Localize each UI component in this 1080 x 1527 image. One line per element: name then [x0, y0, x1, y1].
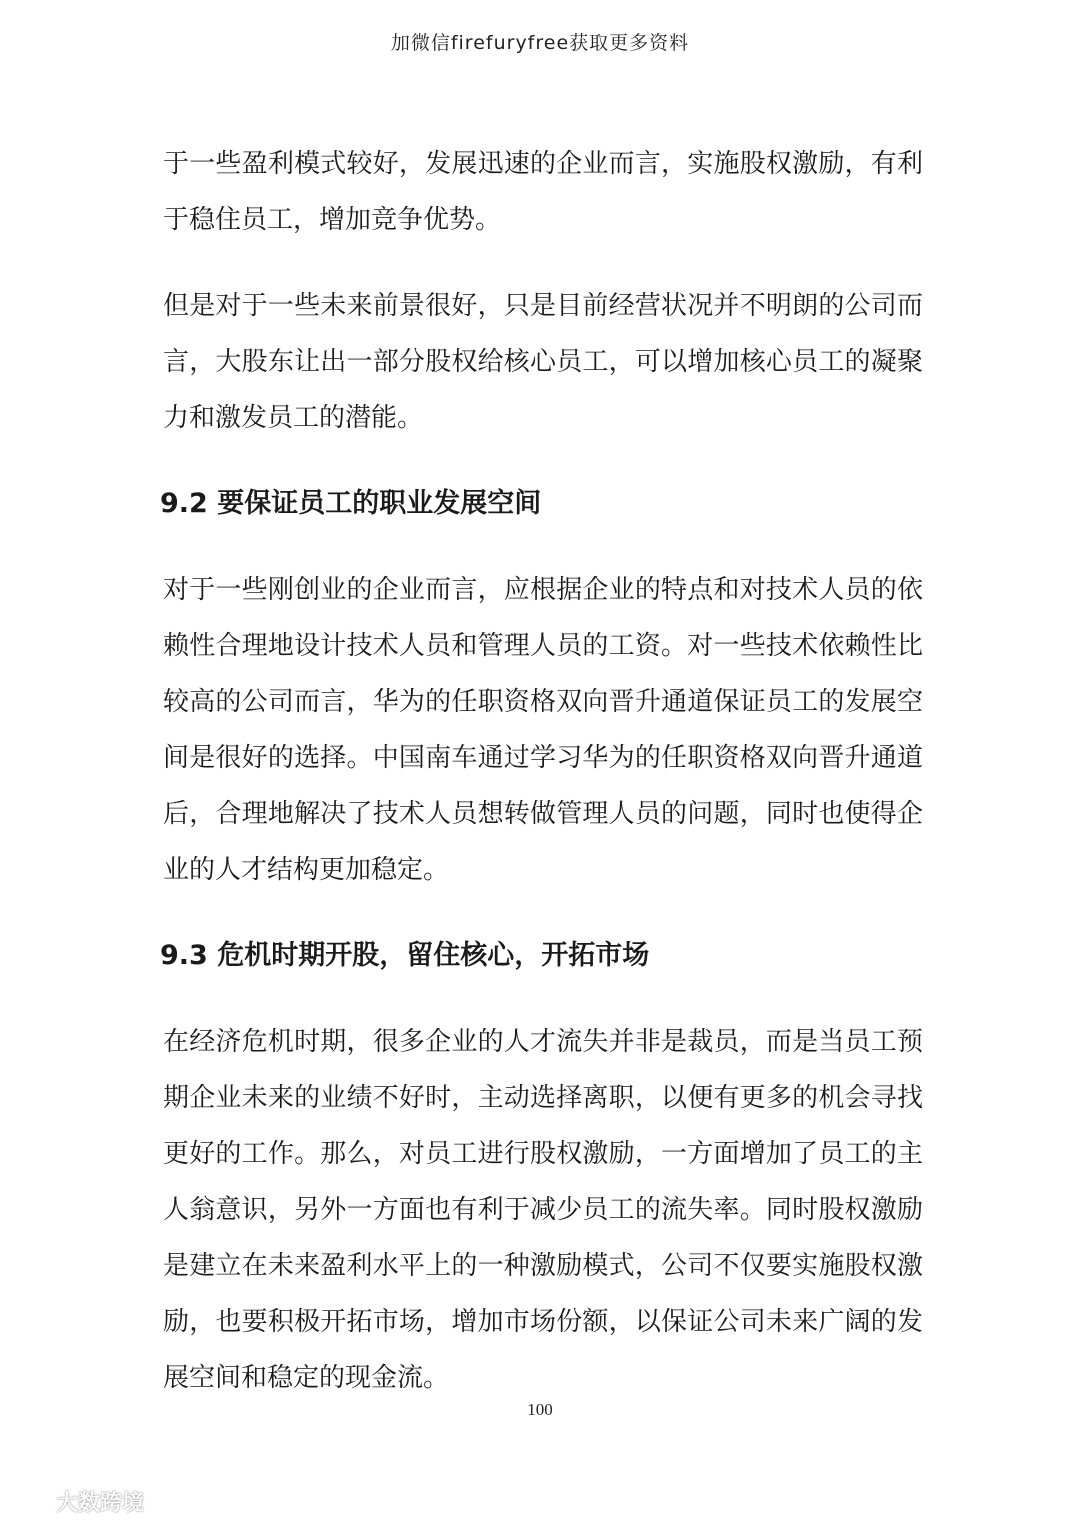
section-heading-9-2: 9.2 要保证员工的职业发展空间 — [160, 488, 542, 519]
brand-logo-icon — [10, 1488, 50, 1516]
page-number: 100 — [527, 1400, 553, 1419]
paragraph-1: 于一些盈利模式较好，发展迅速的企业而言，实施股权激励，有利于稳住员工，增加竞争优势。 — [163, 149, 923, 235]
page-header: 加微信firefuryfree获取更多资料 — [390, 32, 690, 54]
paragraph-2: 但是对于一些未来前景很好，只是目前经营状况并不明朗的公司而言，大股东让出一部分股权给核心员工，可以增加核心员工的凝聚力和激发员工的潜能。 — [163, 291, 923, 433]
paragraph-3: 对于一些刚创业的企业而言，应根据企业的特点和对技术人员的依赖性合理地设计技术人员和管理人员的工资。对一些技术依赖性比较高的公司而言，华为的任职资格双向晋升通道保证员工的发展空间是很好的选择。中国南车通过学习华为的任职资格双向晋升通道后，合理地解决了技术人员想转做管理人员的问题，同时也使得企业的人才结构更加稳定。 — [163, 575, 923, 885]
watermark-text: 大数跨境 — [56, 1491, 145, 1516]
watermark — [10, 1486, 144, 1517]
paragraph-4: 在经济危机时期，很多企业的人才流失并非是裁员，而是当员工预期企业未来的业绩不好时，主动选择离职，以便有更多的机会寻找更好的工作。那么，对员工进行股权激励，一方面增加了员工的主人翁意识，另外一方面也有利于减少员工的流失率。同时股权激励是建立在未来盈利水平上的一种激励模式，公司不仅要实施股权激励，也要积极开拓市场，增加市场份额，以保证公司未来广阔的发展空间和稳定的现金流。 — [163, 1027, 923, 1393]
section-heading-9-3: 9.3 危机时期开股，留住核心，开拓市场 — [160, 940, 650, 971]
document-body — [160, 136, 923, 1436]
